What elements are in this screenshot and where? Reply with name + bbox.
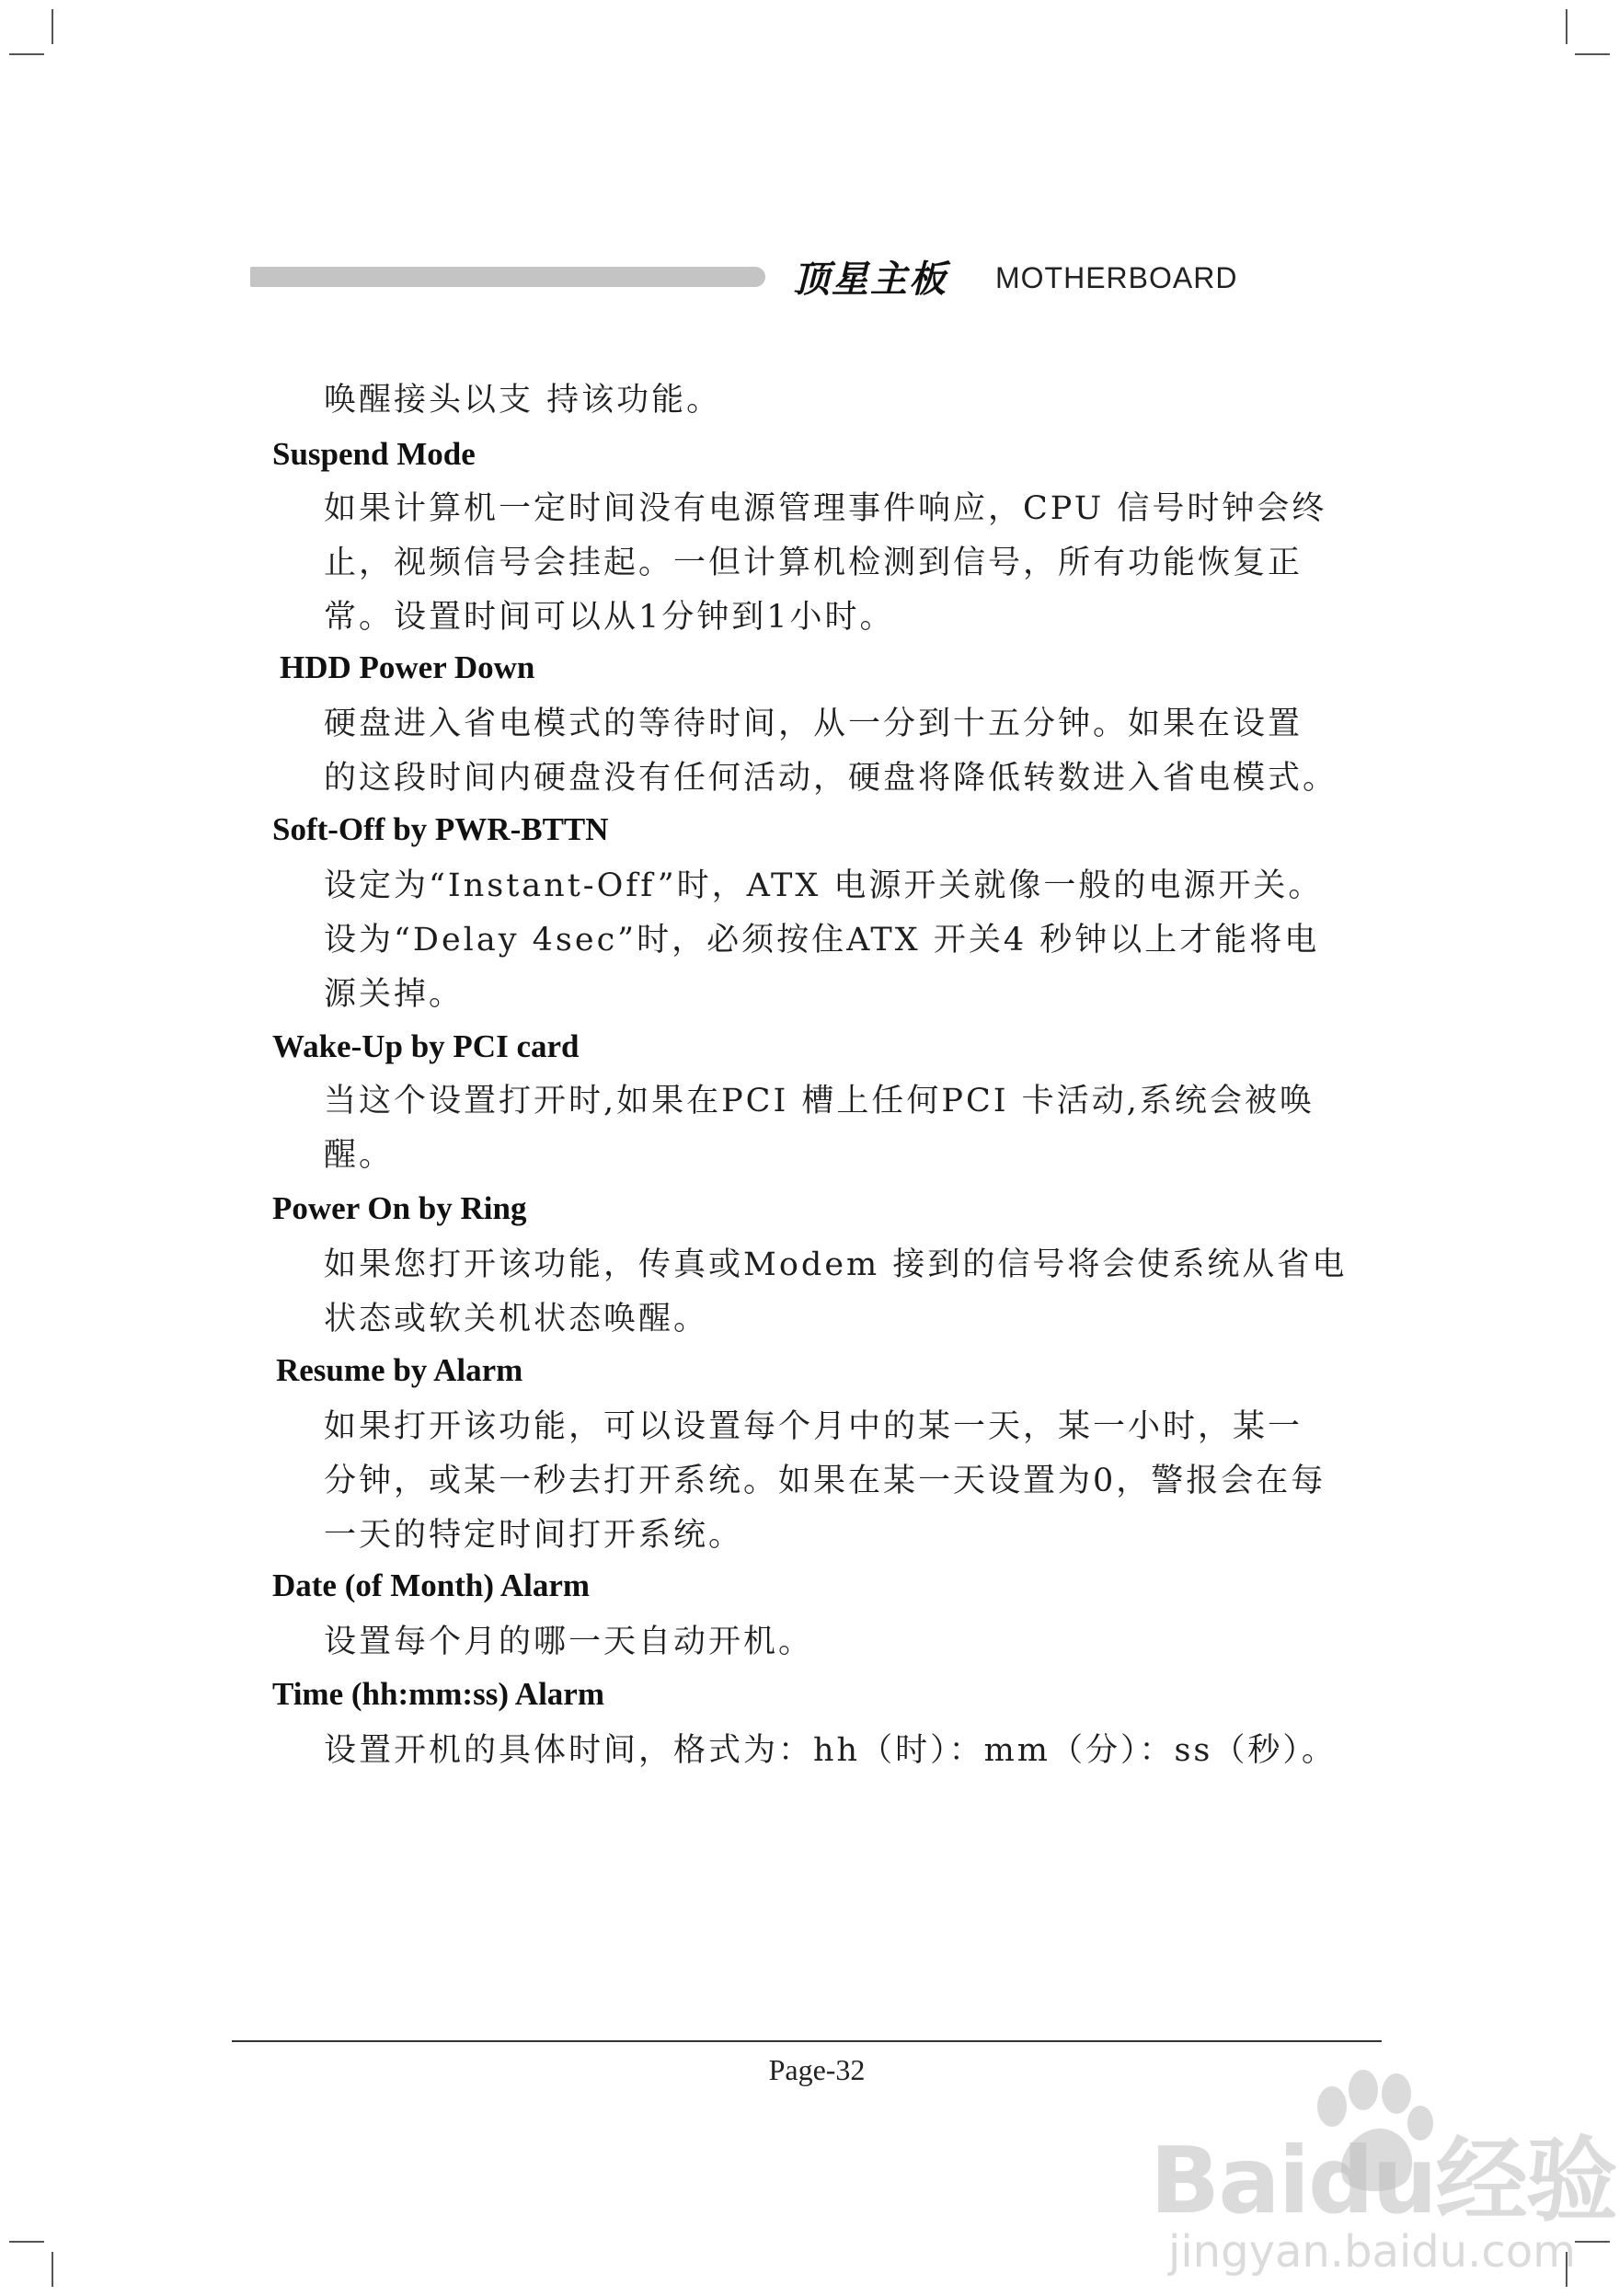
description-line: 设置每个月的哪一天自动开机。 — [324, 1624, 814, 1660]
section-heading: Suspend Mode — [272, 436, 476, 472]
description-line: 设定为“Instant-Off”时，ATX 电源开关就像一般的电源开关。 — [324, 867, 1324, 904]
section-heading: Date (of Month) Alarm — [272, 1567, 591, 1603]
intro-paragraph — [324, 373, 721, 428]
description-line: 状态或软关机状态唤醒。 — [324, 1301, 709, 1337]
crop-mark — [1566, 9, 1567, 44]
intro-line: 唤醒接头以支 持该功能。 — [324, 382, 722, 419]
description-line: 硬盘进入省电模式的等待时间，从一分到十五分钟。如果在设置 — [324, 706, 1303, 742]
section-heading: HDD Power Down — [280, 649, 535, 685]
description-line: 设置开机的具体时间，格式为：hh（时）：mm（分）：ss（秒）。 — [324, 1732, 1337, 1769]
description-line: 设为“Delay 4sec”时，必须按住ATX 开关4 秒钟以上才能将电 — [324, 922, 1320, 959]
section-heading: Time (hh:mm:ss) Alarm — [272, 1676, 604, 1712]
section-description — [324, 1238, 1347, 1347]
crop-mark — [1575, 53, 1610, 55]
brand-name-cn: 顶星主板 — [793, 258, 947, 301]
section-description — [324, 1724, 1337, 1778]
crop-mark — [9, 53, 44, 55]
description-line: 的这段时间内硬盘没有任何活动，硬盘将降低转数进入省电模式。 — [324, 760, 1338, 797]
section-description — [324, 697, 1338, 806]
section-description — [324, 859, 1323, 1022]
description-line: 醒。 — [324, 1137, 395, 1174]
section-description — [324, 1615, 813, 1670]
description-line: 源关掉。 — [324, 976, 465, 1013]
section-heading: Power On by Ring — [272, 1190, 527, 1226]
description-line: 当这个设置打开时,如果在PCI 槽上任何PCI 卡活动,系统会被唤 — [324, 1083, 1315, 1119]
header-bar — [250, 267, 765, 287]
description-line: 一天的特定时间打开系统。 — [324, 1517, 744, 1554]
section-heading: Soft-Off by PWR-BTTN — [272, 811, 609, 847]
footer-divider — [232, 2040, 1382, 2042]
description-line: 如果您打开该功能，传真或Modem 接到的信号将会使系统从省电 — [324, 1246, 1348, 1283]
watermark-text: Baidu经验 — [1150, 2127, 1616, 2234]
description-line: 止，视频信号会挂起。一但计算机检测到信号，所有功能恢复正 — [324, 545, 1303, 581]
section-description — [324, 1074, 1315, 1183]
description-line: 分钟，或某一秒去打开系统。如果在某一天设置为0，警报会在每 — [324, 1463, 1326, 1499]
section-description — [324, 482, 1326, 645]
watermark — [1150, 2070, 1616, 2281]
description-line: 如果计算机一定时间没有电源管理事件响应，CPU 信号时钟会终 — [324, 490, 1327, 527]
page-number: Page-32 — [768, 2053, 866, 2086]
description-line: 如果打开该功能，可以设置每个月中的某一天，某一小时，某一 — [324, 1408, 1303, 1445]
crop-mark — [9, 2241, 44, 2243]
section-heading: Wake-Up by PCI card — [272, 1028, 580, 1064]
description-line: 常。设置时间可以从1分钟到1小时。 — [324, 599, 895, 636]
brand-name-en: MOTHERBOARD — [995, 261, 1238, 294]
section-heading: Resume by Alarm — [276, 1352, 523, 1388]
watermark-url: jingyan.baidu.com — [1168, 2226, 1576, 2278]
crop-mark — [52, 9, 53, 44]
section-description — [324, 1400, 1326, 1563]
crop-mark — [1575, 2241, 1610, 2243]
crop-mark — [52, 2252, 53, 2287]
